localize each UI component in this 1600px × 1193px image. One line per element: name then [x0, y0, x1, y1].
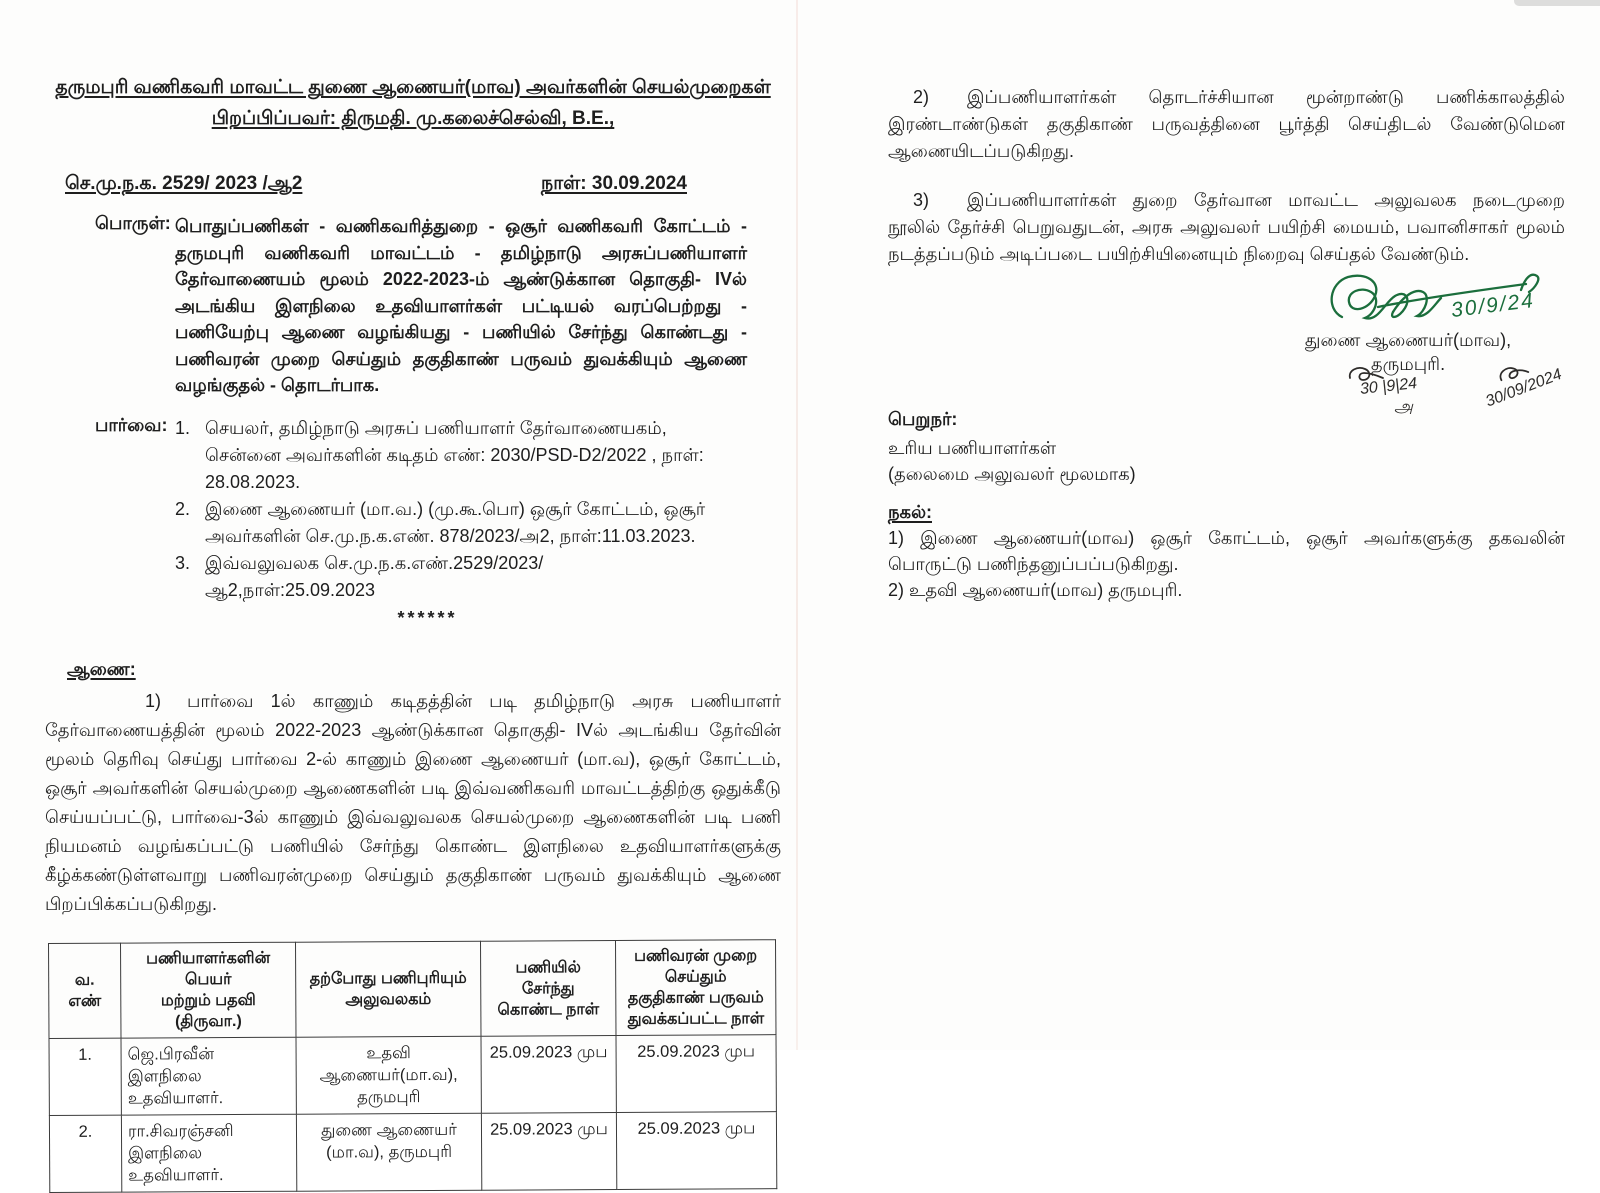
reference-text: இவ்வலுவலக செ.மு.ந.க.எண்.2529/2023/ஆ2,நாள்:25.09.2023	[205, 552, 544, 600]
cell-probation-date: 25.09.2023 முப	[616, 1034, 776, 1112]
reference-number: 3.	[175, 552, 191, 573]
initial-date: 30/09/2024	[1483, 365, 1565, 411]
right-page	[888, 70, 1565, 603]
recipient-section	[888, 406, 1565, 487]
signatory-designation	[1302, 328, 1514, 376]
cell-joining-date: 25.09.2023 முப	[481, 1035, 616, 1113]
paragraph-text: பார்வை 1ல் காணும் கடிதத்தின் படி தமிழ்நாடு அரசு பணியாளர் தேர்வாணையத்தின் மூலம் 2022-2023 ஆண்டுக்கான தொகுதி- IVல் அடங்கிய தேர்வின் மூலம் தெரிவு செய்து பார்வை 2-ல் காணும் இணை ஆணையர் (மா.வ), ஒசூர் கோட்டம், ஒசூர் அவர்களின் செயல்முறை ஆணைகளின் படி இவ்வணிகவரி மாவட்டத்திற்கு ஒதுக்கீடு செய்யப்பட்டு, பார்வை-3ல் காணும் இவ்வலுவலக செயல்முறை ஆணைகளின் படி பணி நியமனம் வழங்கப்பட்டு பணியில் சேர்ந்து கொண்ட இளநிலை உதவியாளர்களுக்கு கீழ்க்கண்டுள்ளவாறு பணிவரன்முறை செய்தும் தகுதிகாண் பருவம் துவக்கியும் ஆணை பிறப்பிக்கப்படுகிறது.	[45, 690, 781, 914]
page-fold-line	[796, 0, 798, 1050]
signature-area	[888, 268, 1565, 416]
table-header-row	[49, 939, 776, 1038]
recipient-label: பெறுநர்:	[888, 409, 958, 429]
cell-probation-date: 25.09.2023 முப	[616, 1111, 776, 1189]
order-paragraph-2	[888, 84, 1565, 165]
file-number-row	[45, 173, 781, 197]
designation-line2: தருமபுரி.	[1370, 354, 1446, 374]
copy-label: நகல்:	[888, 502, 932, 522]
reference-section	[45, 415, 781, 632]
order-paragraph	[45, 687, 781, 919]
reference-text: இணை ஆணையர் (மா.வ.) (மு.கூ.பொ) ஒசூர் கோட்டம், ஒசூர் அவர்களின் செ.மு.ந.க.எண். 878/2023/அ2, நாள்:11.03.2023.	[205, 498, 706, 546]
scan-artifact	[1514, 0, 1600, 6]
reference-item	[175, 496, 713, 550]
col-current-office: தற்போது பணிபுரியும் அலுவலகம்	[295, 941, 480, 1037]
paragraph-number: 3)	[913, 190, 930, 210]
reference-list	[175, 415, 713, 632]
designation-line1: துணை ஆணையர்(மாவ),	[1304, 330, 1512, 350]
reference-number: 2.	[175, 498, 191, 519]
copy-section	[888, 499, 1565, 603]
cell-name: ரா.சிவரஞ்சனி இளநிலை உதவியாளர்.	[121, 1114, 296, 1192]
col-employee-name: பணியாளர்களின் பெயர் மற்றும் பதவி (திருவா.)	[121, 942, 296, 1038]
cell-office: உதவி ஆணையர்(மா.வ), தருமபுரி	[296, 1036, 481, 1114]
left-page	[45, 58, 781, 1193]
col-serial-no: வ. எண்	[49, 943, 121, 1038]
document-title	[45, 72, 781, 134]
table-row	[49, 1111, 776, 1192]
subject-label: பொருள்:	[95, 213, 171, 233]
col-probation-start-date: பணிவரன் முறை செய்தும் தகுதிகாண் பருவம் துவக்கப்பட்ட நாள்	[615, 939, 775, 1035]
appointment-table	[48, 939, 777, 1193]
reference-label: பார்வை:	[95, 414, 168, 435]
reference-item	[175, 415, 713, 496]
reference-text: செயலர், தமிழ்நாடு அரசுப் பணியாளர் தேர்வாணையகம், சென்னை அவர்களின் கடிதம் எண்: 2030/PSD-D2/2022 , நாள்: 28.08.2023.	[205, 417, 704, 492]
cell-serial: 1.	[49, 1038, 121, 1115]
paragraph-number: 2)	[913, 87, 930, 107]
file-number: செ.மு.ந.க. 2529/ 2023 /ஆ2	[65, 173, 303, 194]
reference-number: 1.	[175, 417, 191, 438]
initial-letter: அ	[1394, 397, 1413, 416]
order-label: ஆணை:	[67, 658, 136, 679]
reference-item	[175, 550, 713, 604]
paragraph-number: 1)	[145, 690, 162, 711]
order-date: நாள்: 30.09.2024	[541, 173, 687, 194]
cell-office: துணை ஆணையர் (மா.வ), தருமபுரி	[296, 1113, 481, 1191]
order-paragraph-3	[888, 187, 1565, 268]
paragraph-text: இப்பணியாளர்கள் தொடர்ச்சியான மூன்றாண்டு பணிக்காலத்தில் இரண்டாண்டுகள் தகுதிகாண் பருவத்தினை பூர்த்தி செய்திடல் வேண்டுமென ஆணையிடப்படுகிறது.	[888, 87, 1565, 161]
col-joining-date: பணியில் சேர்ந்து கொண்ட நாள்	[480, 940, 615, 1036]
table-row	[49, 1034, 776, 1115]
star-separator: ******	[397, 607, 458, 628]
recipient-line: உரிய பணியாளர்கள்	[888, 438, 1057, 458]
copy-item: 2) உதவி ஆணையர்(மாவ) தருமபுரி.	[888, 580, 1183, 600]
copy-item: 1) இணை ஆணையர்(மாவ) ஒசூர் கோட்டம், ஒசூர் அவர்களுக்கு தகவலின் பொருட்டு பணிந்தனுப்பப்படுகிறது.	[888, 528, 1565, 574]
initial-date: 30 |9|24	[1359, 375, 1418, 398]
cell-joining-date: 25.09.2023 முப	[481, 1112, 616, 1190]
recipient-line: (தலைமை அலுவலர் மூலமாக)	[888, 464, 1136, 484]
cell-serial: 2.	[49, 1115, 121, 1192]
subject-section	[45, 213, 781, 399]
subject-text: பொதுப்பணிகள் - வணிகவரித்துறை - ஒசூர் வணிகவரி கோட்டம் - தருமபுரி வணிகவரி மாவட்டம் - தமிழ்நாடு அரசுப்பணியாளர் தேர்வாணையம் மூலம் 2022-2023-ம் ஆண்டுக்கான தொகுதி- IVல் அடங்கிய இளநிலை உதவியாளர்கள் பட்டியல் வரப்பெற்றது - பணியேற்பு ஆணை வழங்கியது - பணியில் சேர்ந்து கொண்டது - பணிவரன் முறை செய்தும் தகுதிகாண் பருவம் துவக்கியும் ஆணை வழங்குதல் - தொடர்பாக.	[175, 216, 747, 395]
doc-title-line2: பிறப்பிப்பவர்: திருமதி. மு.கலைச்செல்வி, B.E.,	[211, 108, 615, 129]
cell-name: ஜெ.பிரவீன் இளநிலை உதவியாளர்.	[121, 1037, 296, 1115]
paragraph-text: இப்பணியாளர்கள் துறை தேர்வான மாவட்ட அலுவலக நடைமுறை நூலில் தேர்ச்சி பெறுவதுடன், அரசு அலுவலர் பயிற்சி மையம், பவானிசாகர் மூலம் நடத்தப்படும் அடிப்படை பயிற்சியினையும் நிறைவு செய்தல் வேண்டும்.	[888, 190, 1565, 264]
signature-date: 30/9/24	[1449, 288, 1537, 323]
doc-title-line1: தருமபுரி வணிகவரி மாவட்ட துணை ஆணையர்(மாவ) அவர்களின் செயல்முறைகள்	[55, 77, 771, 98]
